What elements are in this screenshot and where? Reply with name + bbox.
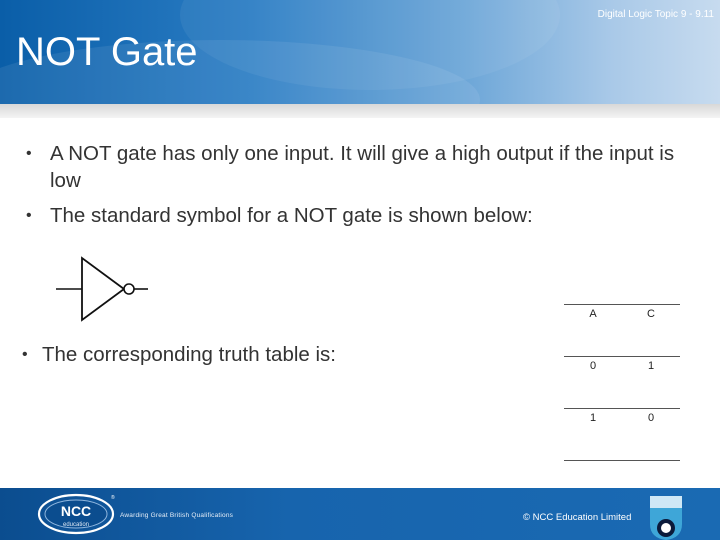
bullet-text: A NOT gate has only one input. It will give a high output if the input is low [50,142,675,192]
table-row [564,357,680,409]
copyright-text: © NCC Education Limited [523,512,632,523]
table-header-cell: A [564,305,622,357]
truth-table [564,304,680,461]
bullet-text: The standard symbol for a NOT gate is shown below: [50,204,533,227]
bullet-marker: • [22,346,28,363]
slide-title: NOT Gate [16,30,198,74]
footer-tagline: Awarding Great British Qualifications [120,512,234,519]
svg-text:education: education [62,522,90,528]
bullet-text: The corresponding truth table is: [42,343,336,366]
not-gate-icon [54,252,154,328]
table-header-row [564,305,680,357]
bullet-marker: • [26,145,32,162]
table-row [564,409,680,461]
table-cell: 0 [622,409,680,461]
slide-header [0,0,720,104]
bullet-marker: • [26,207,32,224]
ncc-education-logo [36,491,116,537]
svg-text:NCC: NCC [60,503,92,519]
shield-badge-icon [648,494,684,540]
table-cell: 1 [564,409,622,461]
slide-footer [0,488,720,540]
topic-label: Digital Logic Topic 9 - 9.11 [597,9,714,20]
table-cell: 0 [564,357,622,409]
header-divider [0,104,720,118]
table-header-cell: C [622,305,680,357]
table-cell: 1 [622,357,680,409]
svg-text:®: ® [111,495,115,501]
